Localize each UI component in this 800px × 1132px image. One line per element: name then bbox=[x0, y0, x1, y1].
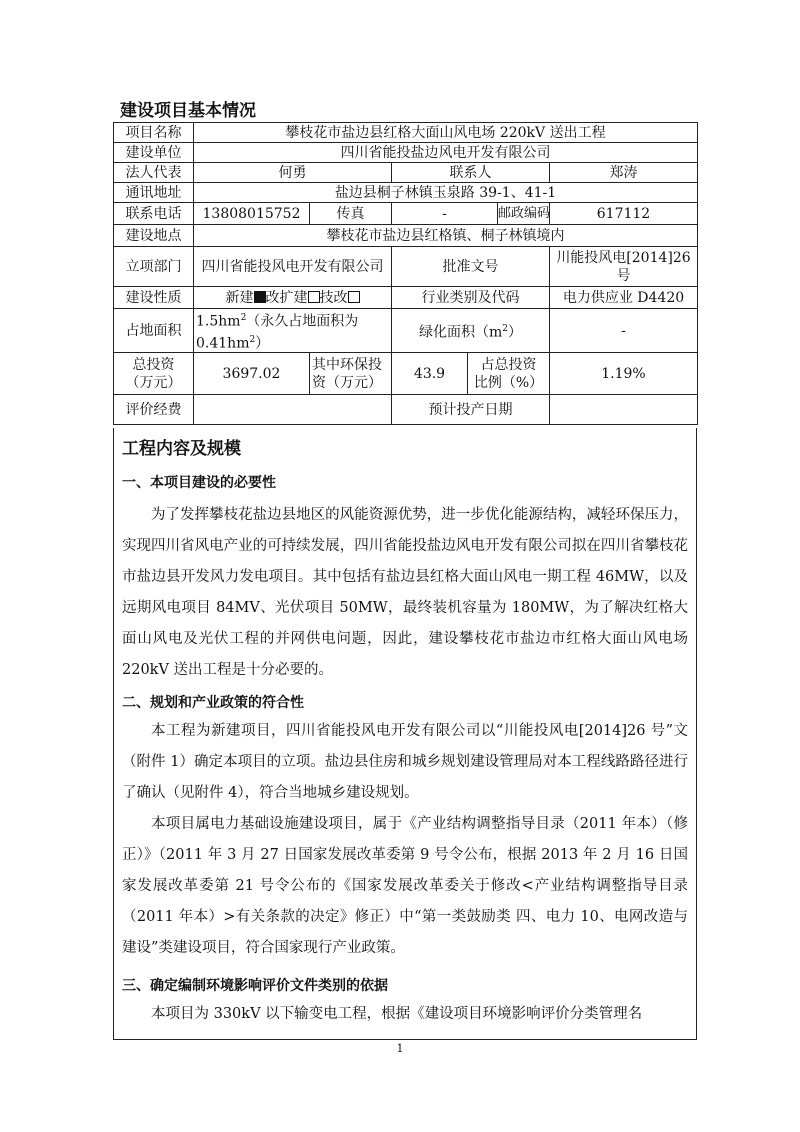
page-number: 1 bbox=[396, 1042, 404, 1055]
fax-value: - bbox=[392, 203, 498, 225]
nature-new-checkbox bbox=[254, 291, 266, 303]
project-name-value: 攀枝花市盐边县红格大面山风电场 220kV 送出工程 bbox=[194, 123, 698, 143]
ratio-value: 1.19% bbox=[550, 353, 698, 395]
date-value bbox=[550, 395, 698, 425]
paragraph-policy-2: 本项目属电力基础设施建设项目，属于《产业结构调整指导目录（2011 年本）（修正）》（2011 年 3 月 27 日国家发展改革委第 9 号令公布，根据 2013 年 2 月 16 日国家发展改革委第 21 号令公布的《国家发展改革委关于修改<产业结构调整指导目录（2011 年本）>有关条款的决定》修正）中“第一类鼓励类 四、电力 10、电网改造与建设”类建设项目，符合国家现行产业政策。 bbox=[122, 816, 688, 956]
nature-label: 建设性质 bbox=[114, 287, 194, 309]
approval-dept-label: 立项部门 bbox=[114, 247, 194, 287]
nature-expand-checkbox bbox=[308, 291, 320, 303]
industry-value: 电力供应业 D4420 bbox=[550, 287, 698, 309]
total-inv-value: 3697.02 bbox=[194, 353, 310, 395]
paragraph-necessity: 为了发挥攀枝花盐边县地区的风能资源优势，进一步优化能源结构，减轻环保压力，实现四川省风电产业的可持续发展，四川省能投盐边风电开发有限公司拟在四川省攀枝花市盐边县开发风力发电项目。其中包括有盐边县红格大面山风电一期工程 46MW，以及远期风电项目 84MV、光伏项目 50MW，最终装机容量为 180MW，为了解决红格大面山风电及光伏工程的并网供电问题，因此，建设攀枝花市盐边市红格大面山风电场 220kV 送出工程是十分必要的。 bbox=[122, 507, 688, 678]
env-inv-label: 其中环保投 资（万元） bbox=[310, 353, 392, 395]
postcode-value: 617112 bbox=[550, 203, 698, 225]
area-label: 占地面积 bbox=[114, 309, 194, 353]
project-name-label: 项目名称 bbox=[114, 123, 194, 143]
project-content-section bbox=[113, 428, 697, 1040]
phone-label: 联系电话 bbox=[114, 203, 194, 225]
site-value: 攀枝花市盐边县红格镇、桐子林镇境内 bbox=[194, 225, 698, 247]
contact-value: 郑涛 bbox=[550, 163, 698, 183]
project-info-table bbox=[113, 122, 698, 425]
section-title: 工程内容及规模 bbox=[122, 439, 241, 459]
subheading-category: 三、确定编制环境影响评价文件类别的依据 bbox=[122, 978, 388, 994]
nature-options bbox=[194, 287, 392, 309]
area-note-b: 0.41hm bbox=[196, 335, 250, 352]
subheading-policy: 二、规划和产业政策的符合性 bbox=[122, 695, 304, 711]
legal-rep-label: 法人代表 bbox=[114, 163, 194, 183]
legal-rep-value: 何勇 bbox=[194, 163, 392, 183]
area-value: $1.5hm^2$（永久占地面积为 $0.41hm^2$） bbox=[194, 309, 392, 353]
eval-fee-value bbox=[194, 395, 392, 425]
industry-label: 行业类别及代码 bbox=[392, 287, 550, 309]
page-heading: 建设项目基本情况 bbox=[120, 101, 256, 121]
unit-label: 建设单位 bbox=[114, 143, 194, 163]
postcode-label: 邮政编码 bbox=[498, 203, 550, 225]
date-label: 预计投产日期 bbox=[392, 395, 550, 425]
address-label: 通讯地址 bbox=[114, 183, 194, 203]
nature-tech-label: 技改 bbox=[319, 289, 348, 306]
env-inv-value: 43.9 bbox=[392, 353, 468, 395]
subheading-necessity: 一、本项目建设的必要性 bbox=[122, 475, 276, 491]
paragraph-category: 本项目为 330kV 以下输变电工程，根据《建设项目环境影响评价分类管理名 bbox=[151, 1006, 643, 1022]
nature-tech-checkbox bbox=[348, 291, 360, 303]
contact-label: 联系人 bbox=[392, 163, 550, 183]
approval-no-value: 川能投风电[2014]26 号 bbox=[550, 247, 698, 287]
area-main: 1.5hm bbox=[196, 313, 241, 330]
green-label: 绿化面积$(m^2)$ bbox=[392, 309, 550, 353]
approval-no-label: 批准文号 bbox=[392, 247, 550, 287]
area-note-a: （永久占地面积为 bbox=[246, 313, 359, 330]
unit-value: 四川省能投盐边风电开发有限公司 bbox=[194, 143, 698, 163]
total-inv-label: 总投资 （万元） bbox=[114, 353, 194, 395]
paragraph-policy-1: 本工程为新建项目，四川省能投风电开发有限公司以“川能投风电[2014]26 号”文（附件 1）确定本项目的立项。盐边县住房和城乡规划建设管理局对本工程线路路径进行了确认（见附件 4），符合当地城乡建设规划。 bbox=[122, 723, 688, 801]
nature-expand-label: 改扩建 bbox=[265, 289, 308, 306]
nature-new-label: 新建 bbox=[225, 289, 254, 306]
approval-dept-value: 四川省能投风电开发有限公司 bbox=[194, 247, 392, 287]
ratio-label: 占总投资 比例（%） bbox=[468, 353, 550, 395]
eval-fee-label: 评价经费 bbox=[114, 395, 194, 425]
area-note-c: ） bbox=[255, 335, 270, 352]
address-value: 盐边县桐子林镇玉泉路 39-1、41-1 bbox=[194, 183, 698, 203]
fax-label: 传真 bbox=[310, 203, 392, 225]
green-value: - bbox=[550, 309, 698, 353]
site-label: 建设地点 bbox=[114, 225, 194, 247]
phone-value: 13808015752 bbox=[194, 203, 310, 225]
